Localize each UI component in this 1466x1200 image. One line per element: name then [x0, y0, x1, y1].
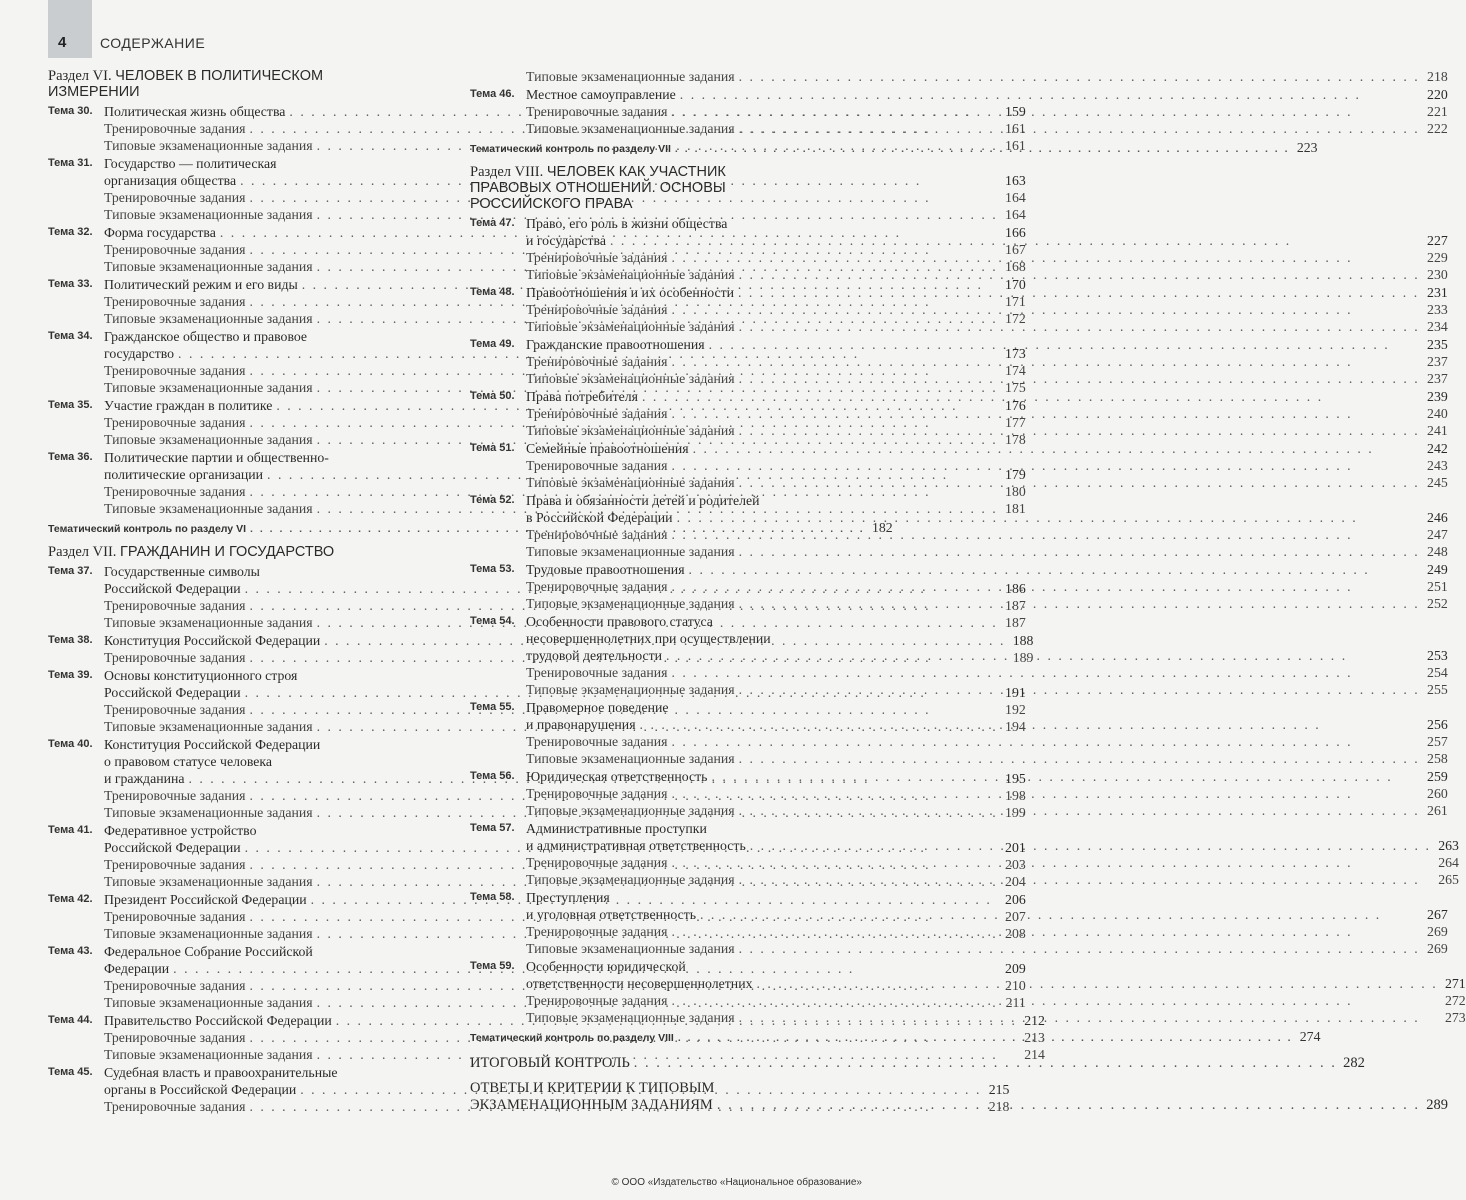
toc-topic[interactable]: Тема 44. Правительство Российской Федерации . . . 212 Тренировочные задания . . . 213 Типовые экзаменационные задания . . . 214	[48, 1012, 448, 1063]
toc-topic[interactable]: Тема 55. Правомерное поведение и правонарушения . . . 256 Тренировочные задания . . . 257 Типовые экзаменационные задания . . . 258	[470, 699, 862, 767]
section-heading: Раздел VI. ЧЕЛОВЕК В ПОЛИТИЧЕСКОМ ИЗМЕРЕНИИ	[48, 68, 324, 100]
toc-topic[interactable]: Тема 47. Право, его роль в жизни общества и государства . . . 227 Тренировочные задания . . . 229 Типовые экзаменационные задания . . . 230	[470, 215, 862, 283]
toc-topic[interactable]: Тема 52. Права и обязанности детей и родителей в Российской Федерации . . . 246 Тренировочные задания . . . 247 Типовые экзаменационные задания . . . 248	[470, 492, 862, 560]
toc-topic[interactable]: Тема 32. Форма государства . . . 166 Тренировочные задания . . . 167 Типовые экзаменационные задания . . . 168	[48, 224, 448, 275]
toc-topic[interactable]: Тема 45. Судебная власть и правоохранительные органы в Российской Федерации . . . 215 Тренировочные задания . . . 218	[48, 1064, 448, 1115]
toc-topic[interactable]: Тема 54. Особенности правового статуса несовершеннолетних при осуществлении трудовой деятельности . . . 253 Тренировочные задания . . . 254 Типовые экзаменационные задания . . . 255	[470, 613, 862, 698]
thematic-control-link[interactable]: Тематический контроль по разделу VI . . . 182	[48, 519, 448, 538]
toc-topic[interactable]: Тема 36. Политические партии и общественно- политические организации . . . 179 Тренировочные задания . . . 180 Типовые экзаменационные задания . . . 181	[48, 449, 448, 517]
page-number-tab	[48, 0, 92, 58]
toc-topic[interactable]: Тема 37. Государственные символы Российской Федерации . . . 186 Тренировочные задания . . . 187 Типовые экзаменационные задания . . . 187	[48, 563, 448, 631]
toc-topic[interactable]: Тема 49. Гражданские правоотношения . . . 235 Тренировочные задания . . . 237 Типовые экзаменационные задания . . . 237	[470, 336, 862, 387]
copyright-notice: © ООО «Издательство «Национальное образование»	[611, 1177, 862, 1188]
final-control-link[interactable]: ИТОГОВЫЙ КОНТРОЛЬ . . . 282	[470, 1055, 862, 1072]
thematic-control-link[interactable]: Тематический контроль по разделу VIII . . . 274	[470, 1028, 862, 1047]
toc-topic[interactable]: Тема 41. Федеративное устройство Российской Федерации . . . 201 Тренировочные задания . . . 203 Типовые экзаменационные задания . . . 204	[48, 822, 448, 890]
toc-topic[interactable]: Тема 34. Гражданское общество и правовое государство . . . 173 Тренировочные задания . . . 174 Типовые экзаменационные задания . . . 175	[48, 328, 448, 396]
toc-topic[interactable]: Тема 59. Особенности юридической ответственности несовершеннолетних . . . 271 Тренировочные задания . . . 272 Типовые экзаменационные задания . . . 273	[470, 958, 862, 1026]
toc-topic[interactable]: Тема 39. Основы конституционного строя Российской Федерации . . . 191 Тренировочные задания . . . 192 Типовые экзаменационные задания . . . 194	[48, 667, 448, 735]
toc-topic[interactable]: Тема 43. Федеральное Собрание Российской Федерации . . . 209 Тренировочные задания . . . 210 Типовые экзаменационные задания . . . 211	[48, 943, 448, 1011]
toc-topic[interactable]: Тема 35. Участие граждан в политике . . . 176 Тренировочные задания . . . 177 Типовые экзаменационные задания . . . 178	[48, 397, 448, 448]
toc-topic[interactable]: Тема 53. Трудовые правоотношения . . . 249 Тренировочные задания . . . 251 Типовые экзаменационные задания . . . 252	[470, 561, 862, 612]
toc-topic[interactable]: Тема 46. Местное самоуправление . . . 220 Тренировочные задания . . . 221 Типовые экзаменационные задания . . . 222	[470, 86, 862, 137]
toc-topic[interactable]: Тема 40. Конституция Российской Федерации о правовом статусе человека и гражданина . . . 195 Тренировочные задания . . . 198 Типовые экзаменационные задания . . . 199	[48, 736, 448, 821]
answers-link[interactable]: ОТВЕТЫ И КРИТЕРИИ К ТИПОВЫМ ЭКЗАМЕНАЦИОННЫМ ЗАДАНИЯМ . . . 289	[470, 1080, 862, 1114]
toc-topic[interactable]: Тема 57. Административные проступки и административная ответственность . . . 263 Тренировочные задания . . . 264 Типовые экзаменационные задания . . . 265	[470, 820, 862, 888]
section-heading: Раздел VII. ГРАЖДАНИН И ГОСУДАРСТВО	[48, 544, 335, 560]
toc-topic[interactable]: Тема 42. Президент Российской Федерации . . . 206 Тренировочные задания . . . 207 Типовые экзаменационные задания . . . 208	[48, 891, 448, 942]
toc-topic-continued[interactable]: Типовые экзаменационные задания . . . 218	[470, 68, 862, 85]
toc-topic[interactable]: Тема 51. Семейные правоотношения . . . 242 Тренировочные задания . . . 243 Типовые экзаменационные задания . . . 245	[470, 440, 862, 491]
section-heading: Раздел VIII. ЧЕЛОВЕК КАК УЧАСТНИК ПРАВОВЫХ ОТНОШЕНИЙ. ОСНОВЫ РОССИЙСКОГО ПРАВА	[470, 164, 726, 212]
toc-topic[interactable]: Тема 56. Юридическая ответственность . . . 259 Тренировочные задания . . . 260 Типовые экзаменационные задания . . . 261	[470, 768, 862, 819]
thematic-control-link[interactable]: Тематический контроль по разделу VII . . . 223	[470, 139, 862, 158]
page-title: СОДЕРЖАНИЕ	[100, 35, 206, 51]
toc-topic[interactable]: Тема 31. Государство — политическая организация общества . . . 163 Тренировочные задания . . . 164 Типовые экзаменационные задания . . . 164	[48, 155, 448, 223]
toc-topic[interactable]: Тема 50. Права потребителя . . . 239 Тренировочные задания . . . 240 Типовые экзаменационные задания . . . 241	[470, 388, 862, 439]
toc-topic[interactable]: Тема 48. Правоотношения и их особенности . . . 231 Тренировочные задания . . . 233 Типовые экзаменационные задания . . . 234	[470, 284, 862, 335]
toc-topic[interactable]: Тема 33. Политический режим и его виды . . . 170 Тренировочные задания . . . 171 Типовые экзаменационные задания . . . 172	[48, 276, 448, 327]
toc-topic[interactable]: Тема 30. Политическая жизнь общества . . . 159 Тренировочные задания . . . 161 Типовые экзаменационные задания . . . 161	[48, 103, 448, 154]
toc-topic[interactable]: Тема 38. Конституция Российской Федерации . . . 188 Тренировочные задания . . . 189	[48, 632, 448, 666]
toc-topic[interactable]: Тема 58. Преступления и уголовная ответственность . . . 267 Тренировочные задания . . . 269 Типовые экзаменационные задания . . . 269	[470, 889, 862, 957]
page-number: 4	[58, 34, 67, 51]
